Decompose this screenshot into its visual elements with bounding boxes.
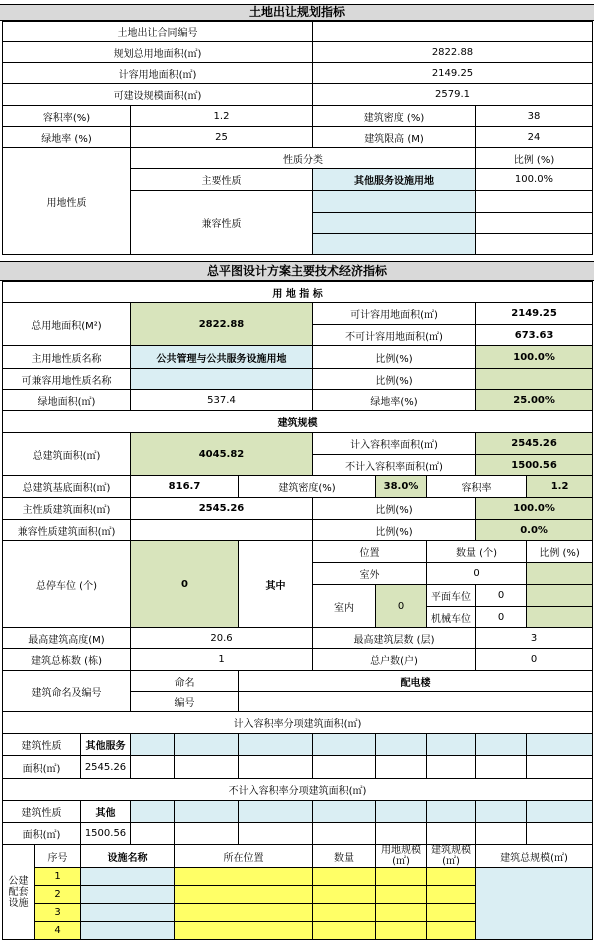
main-nature-ratio[interactable]: 100.0% [476,169,593,191]
green-area-label: 绿地面积(㎡) [3,390,131,411]
facility-row-location[interactable] [175,904,313,922]
facility-location-label: 所在位置 [175,845,313,868]
compat-name-label: 可兼容用地性质名称 [3,369,131,390]
total-area-label: 总用地面积(M²) [3,303,131,346]
nonfar-area-label: 不可计容用地面积(㎡) [313,325,476,346]
far-nature-cell-4[interactable] [239,734,313,756]
far2-label: 容积率 [427,476,527,498]
height-label: 建筑限高 (M) [313,127,476,148]
parking-flat-label: 平面车位 [427,585,476,607]
compat-nature-ratio-1[interactable] [476,191,593,213]
building-count-value[interactable]: 1 [131,649,313,671]
name-label: 命名 [131,671,239,692]
facility-build-scale-label: 建筑规模(㎡) [427,845,476,868]
facility-row-name[interactable] [81,922,175,940]
facility-row-build-scale[interactable] [427,922,476,940]
facility-row-location[interactable] [175,886,313,904]
green-label: 绿地率 (%) [3,127,131,148]
far-label: 容积率(%) [3,106,131,127]
building-name-label: 建筑命名及编号 [3,671,131,712]
far-value[interactable]: 1.2 [131,106,313,127]
facility-row-name[interactable] [81,868,175,886]
parking-value[interactable]: 0 [131,541,239,628]
total-land-value[interactable]: 2822.88 [313,42,593,63]
nonfar-build-value[interactable]: 1500.56 [476,455,593,476]
max-floors-label: 最高建筑层数 (层) [313,628,476,649]
far-build-label: 计入容积率面积(㎡) [313,433,476,455]
density-value[interactable]: 38.0% [376,476,427,498]
total-area-value[interactable]: 2822.88 [131,303,313,346]
land-transfer-table [2,21,593,255]
parking-mech-value[interactable]: 0 [476,607,527,628]
compat-build-label: 兼容性质建筑面积(㎡) [3,520,131,541]
far-nature-cell-5[interactable] [313,734,376,756]
far-nature-cell-3[interactable] [175,734,239,756]
nonfar-nature-cell-7[interactable] [427,801,476,823]
parking-flat-value[interactable]: 0 [476,585,527,607]
max-height-value[interactable]: 20.6 [131,628,313,649]
parking-position-label: 位置 [313,541,427,563]
parking-mech-ratio[interactable] [527,607,593,628]
compat-nature-value-2[interactable] [313,213,476,234]
households-value[interactable]: 0 [476,649,593,671]
far2-value[interactable]: 1.2 [527,476,593,498]
far-nature-cell-8[interactable] [476,734,527,756]
far-nature-cell-2[interactable] [131,734,175,756]
far-items-header: 计入容积率分项建筑面积(㎡) [3,712,593,734]
nonfar-items-header: 不计入容积率分项建筑面积(㎡) [3,779,593,801]
nonfar-area-item-label: 面积(㎡) [3,823,81,845]
facility-row-name[interactable] [81,904,175,922]
facility-row-land-scale[interactable] [376,922,427,940]
far-area-item-label: 面积(㎡) [3,756,81,779]
base-area-value[interactable]: 816.7 [131,476,239,498]
far-area-cell-3[interactable] [175,756,239,779]
far-area-cell-5[interactable] [313,756,376,779]
facility-row-build-scale[interactable] [427,886,476,904]
facility-row-quantity[interactable] [313,868,376,886]
far-area-cell-7[interactable] [427,756,476,779]
facility-row-quantity[interactable] [313,904,376,922]
households-label: 总户数(户) [313,649,476,671]
far-area-cell-9[interactable] [527,756,593,779]
far-nature-label: 建筑性质 [3,734,81,756]
facility-row-land-scale[interactable] [376,868,427,886]
build-scale-value[interactable]: 2579.1 [313,84,593,106]
code-label: 编号 [131,692,239,712]
compat-nature-value-3[interactable] [313,234,476,255]
main-nature-label: 主要性质 [131,169,313,191]
nonfar-area-cell-6[interactable] [376,823,427,845]
nonfar-nature-cell-3[interactable] [175,801,239,823]
nonfar-area-value[interactable]: 673.63 [476,325,593,346]
nonfar-nature-cell-9[interactable] [527,801,593,823]
facility-row-location[interactable] [175,868,313,886]
contract-no-label: 土地出让合同编号 [3,22,313,42]
main-ratio-label: 比例(%) [313,346,476,369]
facility-quantity-label: 数量 [313,845,376,868]
nonfar-area-cell-7[interactable] [427,823,476,845]
green-area-value[interactable]: 537.4 [131,390,313,411]
compat-ratio-label: 比例(%) [313,369,476,390]
facility-label: 公建配套设施 [3,845,35,940]
far-nature-cell-7[interactable] [427,734,476,756]
main-build-ratio[interactable]: 100.0% [476,498,593,520]
nonfar-area-cell-4[interactable] [239,823,313,845]
building-count-label: 建筑总栋数 (栋) [3,649,131,671]
facility-row-quantity[interactable] [313,886,376,904]
facility-row-build-scale[interactable] [427,868,476,886]
class-label: 性质分类 [131,148,476,169]
facility-build-total-value[interactable] [476,868,593,940]
green-value[interactable]: 25 [131,127,313,148]
parking-outdoor-value[interactable]: 0 [427,563,527,585]
parking-outdoor-label: 室外 [313,563,427,585]
ratio-label: 比例 (%) [476,148,593,169]
total-build-value[interactable]: 4045.82 [131,433,313,476]
compat-ratio-value[interactable] [476,369,593,390]
facility-row-seq: 1 [35,868,81,886]
far-area-cell-4[interactable] [239,756,313,779]
nonfar-build-label: 不计入容积率面积(㎡) [313,455,476,476]
nonfar-area-cell-5[interactable] [313,823,376,845]
far-nature-cell-6[interactable] [376,734,427,756]
far-build-value[interactable]: 2545.26 [476,433,593,455]
far-area-cell-8[interactable] [476,756,527,779]
far-nature-cell-9[interactable] [527,734,593,756]
far-nature-value[interactable]: 其他服务 [81,734,131,756]
main-name-value[interactable]: 公共管理与公共服务设施用地 [131,346,313,369]
base-area-label: 总建筑基底面积(㎡) [3,476,131,498]
nonfar-nature-cell-4[interactable] [239,801,313,823]
max-floors-value[interactable]: 3 [476,628,593,649]
parking-label: 总停车位 (个) [3,541,131,628]
far-area-item-value[interactable]: 2545.26 [81,756,131,779]
nonfar-nature-cell-2[interactable] [131,801,175,823]
facility-row-seq: 4 [35,922,81,940]
nonfar-nature-value[interactable]: 其他 [81,801,131,823]
green-rate-label: 绿地率(%) [313,390,476,411]
nonfar-area-cell-8[interactable] [476,823,527,845]
density-label: 建筑密度 (%) [313,106,476,127]
far-area-cell-6[interactable] [376,756,427,779]
facility-name-label: 设施名称 [81,845,175,868]
far-area-value[interactable]: 2149.25 [476,303,593,325]
main-nature-value[interactable]: 其他服务设施用地 [313,169,476,191]
far-land-value[interactable]: 2149.25 [313,63,593,84]
total-build-label: 总建筑面积(㎡) [3,433,131,476]
main-build-value[interactable]: 2545.26 [131,498,313,520]
facility-build-total-label: 建筑总规模(㎡) [476,845,593,868]
facility-row-land-scale[interactable] [376,886,427,904]
compat-name-value[interactable] [131,369,313,390]
nonfar-area-cell-2[interactable] [131,823,175,845]
nonfar-nature-cell-6[interactable] [376,801,427,823]
section-title-tech-econ: 总平图设计方案主要技术经济指标 [0,261,594,281]
main-name-label: 主用地性质名称 [3,346,131,369]
parking-ratio-label: 比例 (%) [527,541,593,563]
far-land-label: 计容用地面积(㎡) [3,63,313,84]
main-build-ratio-label: 比例(%) [313,498,476,520]
nonfar-area-cell-3[interactable] [175,823,239,845]
compat-nature-ratio-3[interactable] [476,234,593,255]
parking-outdoor-ratio[interactable] [527,563,593,585]
facility-row-land-scale[interactable] [376,904,427,922]
facility-row-build-scale[interactable] [427,904,476,922]
compat-nature-ratio-2[interactable] [476,213,593,234]
facility-row-name[interactable] [81,886,175,904]
parking-among-label: 其中 [239,541,313,628]
nonfar-nature-label: 建筑性质 [3,801,81,823]
compat-nature-value-1[interactable] [313,191,476,213]
total-land-label: 规划总用地面积(㎡) [3,42,313,63]
nonfar-area-cell-9[interactable] [527,823,593,845]
land-indicators-header: 用 地 指 标 [3,282,593,303]
parking-count-label: 数量 (个) [427,541,527,563]
section-title-land-transfer: 土地出让规划指标 [0,4,594,21]
facility-seq-label: 序号 [35,845,81,868]
nonfar-nature-cell-5[interactable] [313,801,376,823]
compat-build-value[interactable] [131,520,313,541]
facility-row-seq: 2 [35,886,81,904]
landuse-label: 用地性质 [3,148,131,255]
main-ratio-value[interactable]: 100.0% [476,346,593,369]
nonfar-area-item-value[interactable]: 1500.56 [81,823,131,845]
contract-no-value[interactable] [313,22,593,42]
code-value[interactable] [239,692,593,712]
far-area-label: 可计容用地面积(㎡) [313,303,476,325]
building-scale-header: 建筑规模 [3,411,593,433]
facility-row-seq: 3 [35,904,81,922]
parking-flat-ratio[interactable] [527,585,593,607]
main-build-label: 主性质建筑面积(㎡) [3,498,131,520]
nonfar-nature-cell-8[interactable] [476,801,527,823]
compat-build-ratio[interactable]: 0.0% [476,520,593,541]
green-rate-value[interactable]: 25.00% [476,390,593,411]
facility-land-scale-label: 用地规模(㎡) [376,845,427,868]
far-area-cell-2[interactable] [131,756,175,779]
density-label: 建筑密度(%) [239,476,376,498]
parking-indoor-value[interactable]: 0 [376,585,427,628]
compat-build-ratio-label: 比例(%) [313,520,476,541]
compat-nature-label: 兼容性质 [131,191,313,255]
height-value[interactable]: 24 [476,127,593,148]
facility-row-location[interactable] [175,922,313,940]
density-value[interactable]: 38 [476,106,593,127]
build-scale-label: 可建设规模面积(㎡) [3,84,313,106]
parking-indoor-label: 室内 [313,585,376,628]
tech-econ-table [2,281,593,940]
max-height-label: 最高建筑高度(M) [3,628,131,649]
parking-mech-label: 机械车位 [427,607,476,628]
name-value[interactable]: 配电楼 [239,671,593,692]
facility-row-quantity[interactable] [313,922,376,940]
